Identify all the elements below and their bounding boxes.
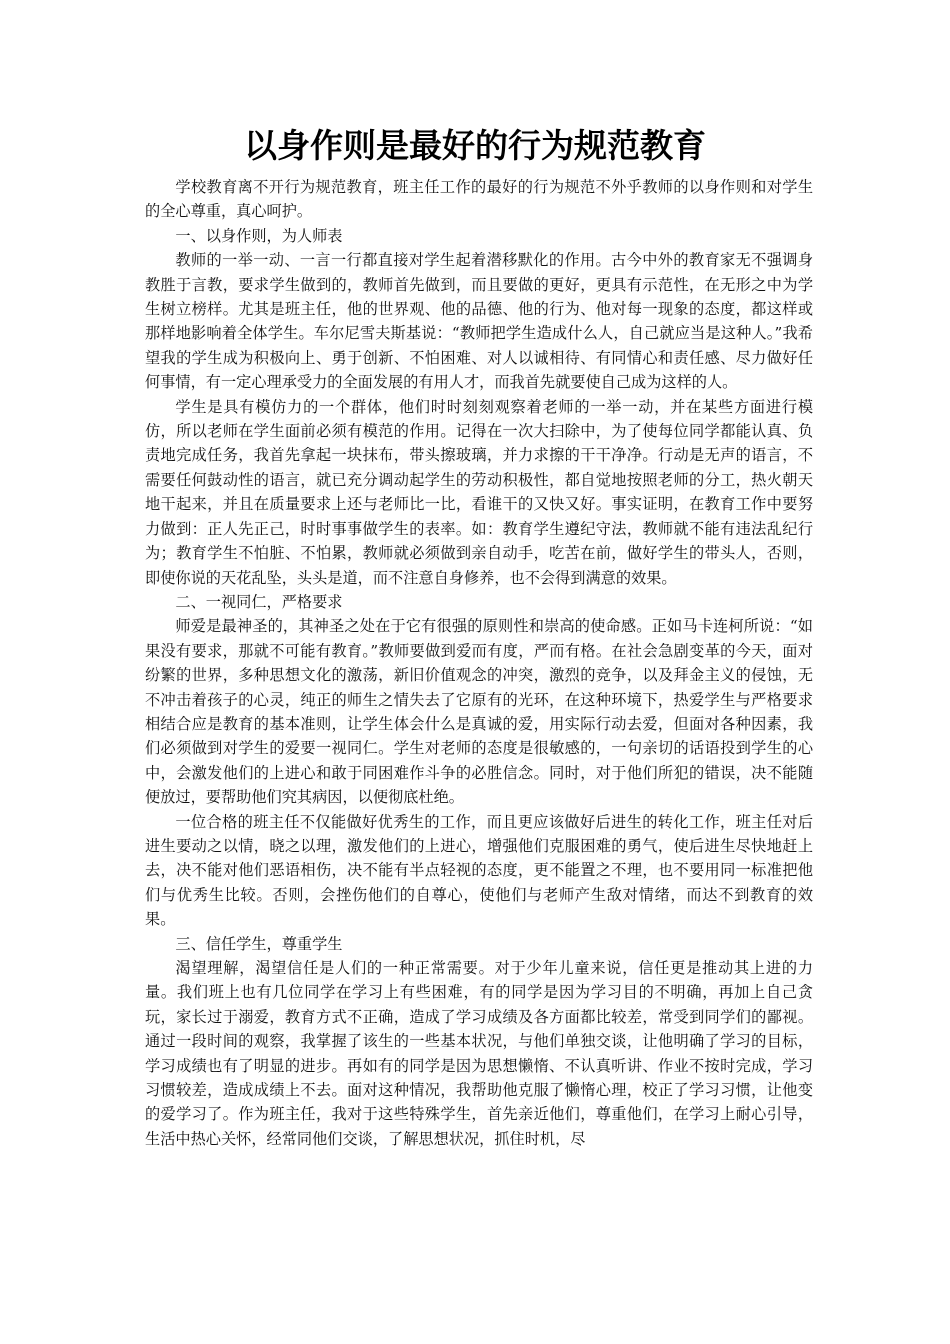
document-title: 以身作则是最好的行为规范教育 bbox=[244, 126, 706, 165]
section-heading-3: 三、信任学生，尊重学生 bbox=[175, 934, 343, 953]
paragraph-2-2: 一位合格的班主任不仅能做好优秀生的工作，而且更应该做好后进生的转化工作，班主任对后进生要动之以情，晓之以理，激发他们的上进心，增强他们克服困难的勇气，使后进生尽快地赶上去，决不能对他们恶语相伤，决不能有半点轻视的态度，更不能置之不理，也不要用同一标准把他们与优秀生比较。否则，会挫伤他们的自尊心，使他们与老师产生敌对情绪，而达不到教育的效果。 bbox=[145, 812, 813, 929]
paragraph-intro: 学校教育离不开行为规范教育，班主任工作的最好的行为规范不外乎教师的以身作则和对学生的全心尊重，真心呵护。 bbox=[145, 178, 813, 221]
section-heading-2: 二、一视同仁，严格要求 bbox=[175, 592, 343, 611]
document-body bbox=[145, 175, 813, 1151]
section-heading-1: 一、以身作则，为人师表 bbox=[175, 226, 343, 245]
paragraph-3-1: 渴望理解，渴望信任是人们的一种正常需要。对于少年儿童来说，信任更是推动其上进的力量。我们班上也有几位同学在学习上有些困难，有的同学是因为学习目的不明确，再加上自己贪玩，家长过于溺爱，教育方式不正确，造成了学习成绩及各方面都比较差，常受到同学们的鄙视。通过一段时间的观察，我掌握了该生的一些基本状况，与他们单独交谈，让他明确了学习的目标，学习成绩也有了明显的进步。再如有的同学是因为思想懒惰、不认真听讲、作业不按时完成，学习习惯较差，造成成绩上不去。面对这种情况，我帮助他克服了懒惰心理，校正了学习习惯，让他变的爱学习了。作为班主任，我对于这些特殊学生，首先亲近他们，尊重他们，在学习上耐心引导，生活中热心关怀，经常同他们交谈，了解思想状况，抓住时机，尽 bbox=[145, 959, 813, 1148]
paragraph-1-2: 学生是具有模仿力的一个群体，他们时时刻刻观察着老师的一举一动，并在某些方面进行模仿，所以老师在学生面前必须有模范的作用。记得在一次大扫除中，为了使每位同学都能认真、负责地完成任务，我首先拿起一块抹布，带头擦玻璃，并力求擦的干干净净。行动是无声的语言，不需要任何鼓动性的语言，就已充分调动起学生的劳动积极性，都自觉地按照老师的分工，热火朝天地干起来，并且在质量要求上还与老师比一比，看谁干的又快又好。事实证明，在教育工作中要努力做到：正人先正己，时时事事做学生的表率。如：教育学生遵纪守法，教师就不能有违法乱纪行为；教育学生不怕脏、不怕累，教师就必须做到亲自动手，吃苦在前，做好学生的带头人，否则，即使你说的天花乱坠，头头是道，而不注意自身修养，也不会得到满意的效果。 bbox=[145, 397, 813, 587]
paragraph-1-1: 教师的一举一动、一言一行都直接对学生起着潜移默化的作用。古今中外的教育家无不强调身教胜于言教，要求学生做到的，教师首先做到，而且要做的更好，更具有示范性，在无形之中为学生树立榜样。尤其是班主任，他的世界观、他的品德、他的行为、他对每一现象的态度，都这样或那样地影响着全体学生。车尔尼雪夫斯基说：“教师把学生造成什么人，自己就应当是这种人。”我希望我的学生成为积极向上、勇于创新、不怕困难、对人以诚相待、有同情心和责任感、尽力做好任何事情，有一定心理承受力的全面发展的有用人才，而我首先就要使自己成为这样的人。 bbox=[145, 251, 813, 392]
paragraph-2-1: 师爱是最神圣的，其神圣之处在于它有很强的原则性和崇高的使命感。正如马卡连柯所说：“如果没有要求，那就不可能有教育。”教师要做到爱而有度，严而有格。在社会急剧变革的今天，面对纷繁的世界，多种思想文化的激荡，新旧价值观念的冲突，激烈的竞争，以及拜金主义的侵蚀，无不冲击着孩子的心灵，纯正的师生之情失去了它原有的光环，在这种环境下，热爱学生与严格要求相结合应是教育的基本准则，让学生体会什么是真诚的爱，用实际行动去爱，但面对各种因素，我们必须做到对学生的爱要一视同仁。学生对老师的态度是很敏感的，一句亲切的话语投到学生的心中，会激发他们的上进心和敢于同困难作斗争的必胜信念。同时，对于他们所犯的错误，决不能随便放过，要帮助他们究其病因，以便彻底杜绝。 bbox=[145, 617, 813, 807]
